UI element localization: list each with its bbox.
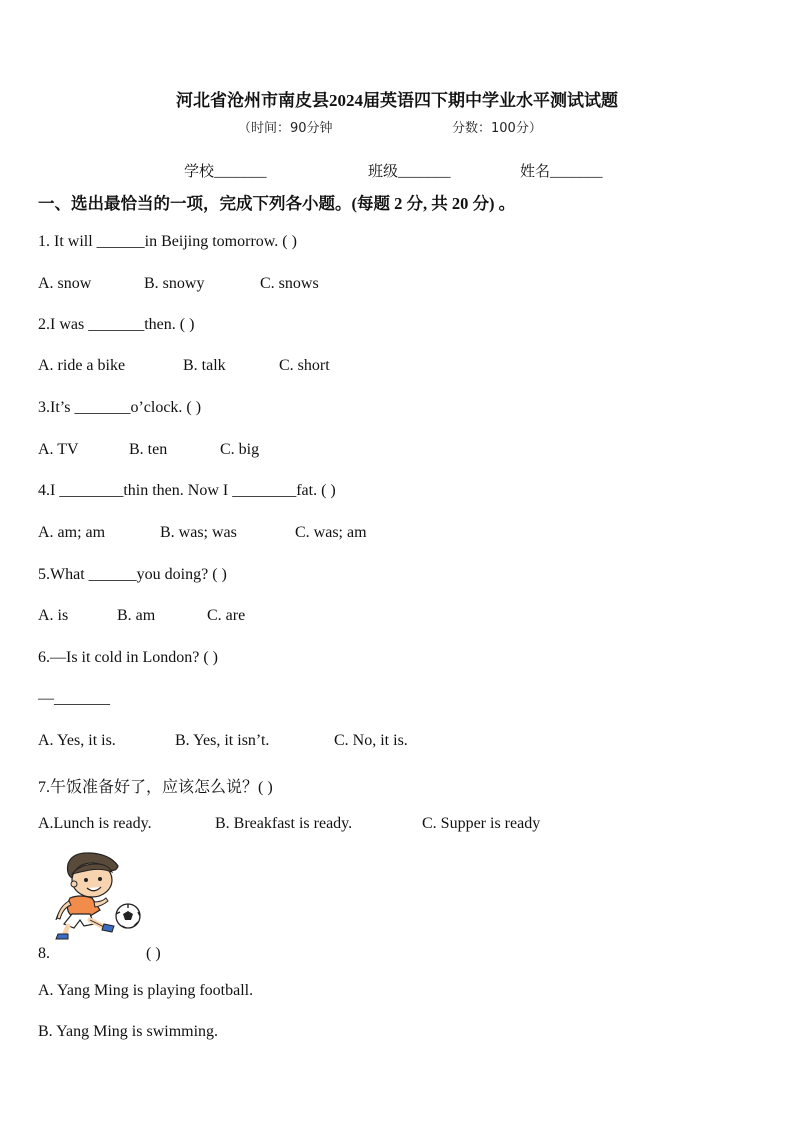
question-7-stem: 7.午饭准备好了，应该怎么说？( ): [38, 779, 273, 796]
exam-time: （时间：90分钟: [238, 121, 333, 136]
section-heading: 一、选出最恰当的一项，完成下列各小题。(每题 2 分, 共 20 分) 。: [38, 194, 516, 213]
option-a: A.Lunch is ready.: [38, 815, 152, 832]
option-c: C. was; am: [295, 524, 367, 541]
exam-title: 河北省沧州市南皮县2024届英语四下期中学业水平测试试题: [176, 91, 618, 110]
question-6-answer-line: —_______: [38, 690, 110, 707]
question-5-stem: 5.What ______you doing? ( ): [38, 566, 227, 583]
option-b: B. Yes, it isn’t.: [175, 732, 270, 749]
option-b: B. was; was: [160, 524, 237, 541]
option-a: A. Yes, it is.: [38, 732, 116, 749]
question-2-stem: 2.I was _______then. ( ): [38, 316, 195, 333]
name-field: 姓名_______: [520, 164, 603, 180]
question-8-paren: ( ): [146, 945, 161, 962]
question-8-option-b: B. Yang Ming is swimming.: [38, 1023, 219, 1040]
question-3-stem: 3.It’s _______o’clock. ( ): [38, 399, 202, 416]
option-b: B. Breakfast is ready.: [215, 815, 353, 832]
option-a: A. TV: [38, 441, 79, 458]
question-6-options: [38, 732, 408, 750]
school-field: 学校_______: [184, 164, 267, 180]
class-field: 班级_______: [368, 164, 451, 180]
option-a: A. am; am: [38, 524, 106, 541]
question-4-stem: 4.I ________thin then. Now I ________fat. ( ): [38, 482, 336, 499]
option-a: A. snow: [38, 275, 92, 292]
question-2-options: [38, 357, 330, 375]
question-3-options: [38, 441, 259, 459]
option-c: C. are: [207, 607, 246, 624]
exam-score: 分数：100分）: [452, 121, 542, 136]
question-4-options: [38, 524, 367, 542]
question-5-options: [38, 607, 245, 625]
option-b: B. ten: [129, 441, 168, 458]
option-b: B. talk: [183, 357, 226, 374]
question-6-stem: 6.—Is it cold in London? ( ): [38, 649, 218, 666]
option-c: C. snows: [260, 275, 319, 292]
question-8-option-a: A. Yang Ming is playing football.: [38, 982, 254, 999]
option-c: C. No, it is.: [334, 732, 408, 749]
option-c: C. short: [279, 357, 330, 374]
boy-playing-football-image: [50, 850, 144, 940]
option-c: C. Supper is ready: [422, 815, 541, 832]
question-8-number: 8.: [38, 945, 50, 962]
option-b: B. snowy: [144, 275, 205, 292]
option-b: B. am: [117, 607, 156, 624]
option-c: C. big: [220, 441, 260, 458]
question-1-options: [38, 275, 319, 293]
option-a: A. ride a bike: [38, 357, 126, 374]
question-7-options: [38, 815, 540, 833]
option-a: A. is: [38, 607, 69, 624]
question-1-stem: 1. It will ______in Beijing tomorrow. ( ): [38, 233, 297, 250]
